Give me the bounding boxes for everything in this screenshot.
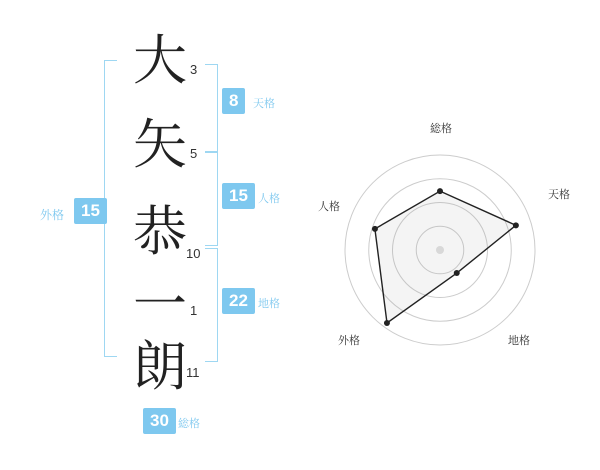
kanji-char-5: 朗 bbox=[133, 335, 187, 398]
kanji-char-3: 恭 bbox=[133, 200, 187, 263]
tenkaku-bracket bbox=[205, 64, 218, 152]
radar-chart bbox=[320, 0, 600, 470]
axis-label-chikaku: 地格 bbox=[508, 334, 530, 347]
kanji-char-4: 一 bbox=[133, 273, 187, 336]
score-badge-tenkaku: 8 bbox=[222, 88, 245, 114]
score-badge-chikaku: 22 bbox=[222, 288, 255, 314]
stroke-count-2: 5 bbox=[190, 146, 198, 161]
axis-label-soukaku: 総格 bbox=[430, 122, 452, 135]
score-badge-gaikaku: 15 bbox=[74, 198, 107, 224]
score-badge-soukaku: 30 bbox=[143, 408, 176, 434]
chikaku-bracket bbox=[205, 248, 218, 362]
stroke-count-5: 11 bbox=[186, 365, 200, 380]
jinkaku-bracket bbox=[205, 152, 218, 246]
score-label-tenkaku: 天格 bbox=[253, 97, 275, 110]
kanji-char-1: 大 bbox=[133, 29, 187, 92]
axis-label-tenkaku: 天格 bbox=[548, 188, 570, 201]
score-badge-jinkaku: 15 bbox=[222, 183, 255, 209]
radar-chart-svg bbox=[320, 0, 600, 470]
stroke-count-4: 1 bbox=[190, 303, 198, 318]
stroke-count-1: 3 bbox=[190, 62, 198, 77]
kanji-char-2: 矢 bbox=[133, 113, 187, 176]
score-label-chikaku: 地格 bbox=[258, 297, 280, 310]
score-label-jinkaku: 人格 bbox=[258, 192, 280, 205]
stroke-count-3: 10 bbox=[186, 246, 201, 261]
axis-label-gaikaku: 外格 bbox=[338, 334, 360, 347]
axis-label-jinkaku: 人格 bbox=[318, 200, 340, 213]
score-label-soukaku: 総格 bbox=[178, 417, 200, 430]
score-label-gaikaku: 外格 bbox=[40, 208, 65, 222]
